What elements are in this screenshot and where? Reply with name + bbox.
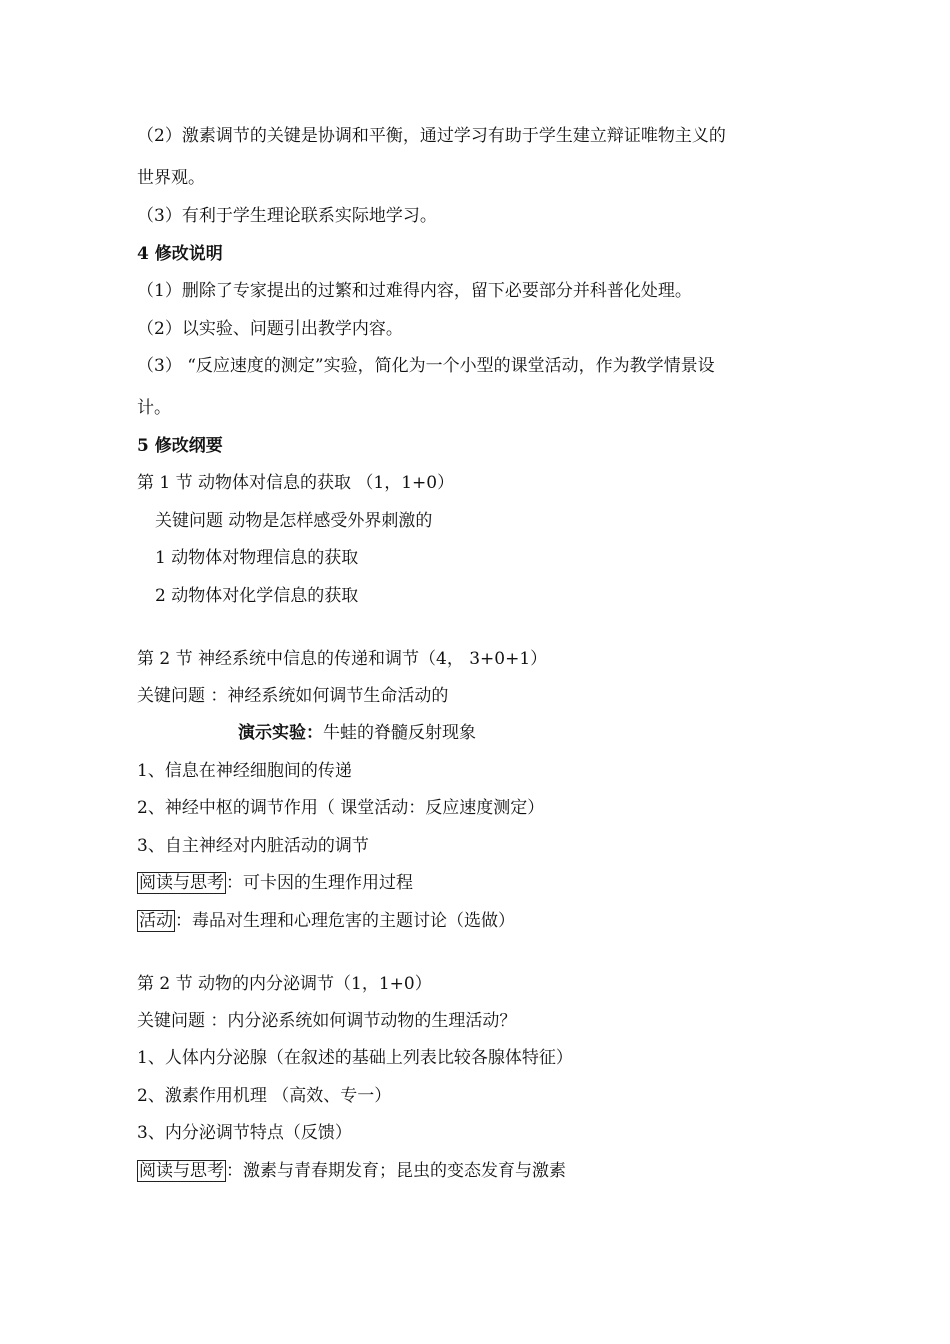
- text-line: （2）激素调节的关键是协调和平衡，通过学习有助于学生建立辩证唯物主义的: [137, 126, 726, 146]
- reading-box-text: ：可卡因的生理作用过程: [226, 873, 413, 893]
- list-item: 2、激素作用机理 （高效、专一）: [137, 1086, 392, 1106]
- reading-box: 阅读与思考: [139, 873, 224, 893]
- key-question: 关键问题 ：内分泌系统如何调节动物的生理活动？: [137, 1011, 517, 1031]
- text-line: （3） “反应速度的测定”实验，简化为一个小型的课堂活动，作为教学情景设: [137, 356, 715, 376]
- key-question: 关键问题 ：神经系统如何调节生命活动的: [137, 686, 449, 706]
- text-line: 世界观。: [137, 168, 205, 188]
- reading-box-text: ：激素与青春期发育；昆虫的变态发育与激素: [226, 1161, 566, 1181]
- chapter-title: 第 2 节 神经系统中信息的传递和调节（4， 3+0+1）: [137, 649, 548, 669]
- key-question: 关键问题 动物是怎样感受外界刺激的: [155, 511, 433, 531]
- text-line: （2）以实验、问题引出教学内容。: [137, 319, 403, 339]
- chapter-title: 第 1 节 动物体对信息的获取 （1，1+0）: [137, 473, 455, 493]
- demo-experiment-text: 牛蛙的脊髓反射现象: [323, 723, 476, 743]
- list-item: 1、信息在神经细胞间的传递: [137, 761, 352, 781]
- list-item: 3、自主神经对内脏活动的调节: [137, 836, 369, 856]
- list-item: 1、人体内分泌腺（在叙述的基础上列表比较各腺体特征）: [137, 1048, 573, 1068]
- activity-box-text: ：毒品对生理和心理危害的主题讨论（选做）: [175, 911, 515, 931]
- activity-box-line: [137, 909, 515, 933]
- section-heading: 4 修改说明: [137, 244, 223, 264]
- list-item: 1 动物体对物理信息的获取: [155, 548, 359, 568]
- text-line: （1）删除了专家提出的过繁和过难得内容，留下必要部分并科普化处理。: [137, 281, 692, 301]
- reading-box-line: [137, 1159, 566, 1183]
- text-line: （3）有利于学生理论联系实际地学习。: [137, 206, 437, 226]
- list-item: 2、神经中枢的调节作用（ 课堂活动：反应速度测定）: [137, 798, 545, 818]
- demo-experiment: [238, 721, 476, 745]
- list-item: 2 动物体对化学信息的获取: [155, 586, 359, 606]
- activity-box: 活动: [139, 911, 173, 931]
- text-line: 计。: [137, 398, 171, 418]
- demo-experiment-label: 演示实验：: [238, 723, 323, 743]
- chapter-title: 第 2 节 动物的内分泌调节（1，1+0）: [137, 974, 432, 994]
- reading-box-line: [137, 871, 413, 895]
- reading-box: 阅读与思考: [139, 1161, 224, 1181]
- section-heading: 5 修改纲要: [137, 436, 223, 456]
- list-item: 3、内分泌调节特点（反馈）: [137, 1123, 352, 1143]
